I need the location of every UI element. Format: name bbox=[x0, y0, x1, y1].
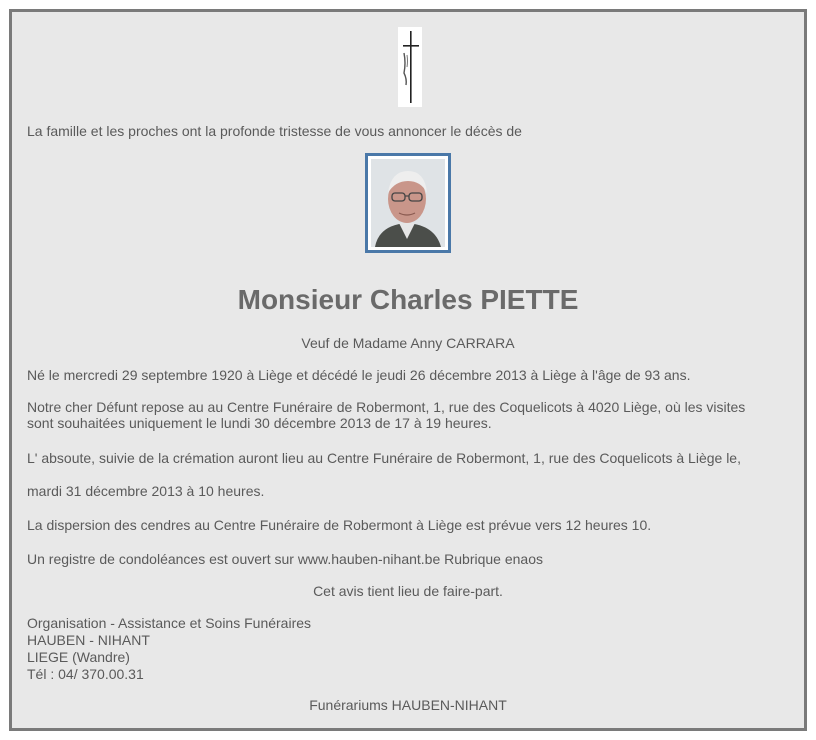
death-notice-card bbox=[9, 9, 807, 731]
portrait-photo bbox=[365, 153, 451, 253]
footer-text: Funérariums HAUBEN-NIHANT bbox=[309, 697, 507, 713]
spouse-text: Veuf de Madame Anny CARRARA bbox=[301, 335, 515, 351]
funeral-home-name: HAUBEN - NIHANT bbox=[27, 632, 150, 648]
deceased-name: Monsieur Charles PIETTE bbox=[237, 284, 579, 315]
dispersion-text: La dispersion des cendres au Centre Funéraire de Robermont à Liège est prévue vers 12 heures 10. bbox=[27, 517, 652, 533]
organisation-line: Organisation - Assistance et Soins Funéraires bbox=[27, 615, 312, 631]
funeral-home-phone: Tél : 04/ 370.00.31 bbox=[27, 666, 144, 682]
faire-part-text: Cet avis tient lieu de faire-part. bbox=[313, 583, 503, 599]
repose-text-line2: sont souhaitées uniquement le lundi 30 décembre 2013 de 17 à 19 heures. bbox=[27, 415, 492, 431]
absoute-text: L' absoute, suivie de la crémation auront lieu au Centre Funéraire de Robermont, 1, rue des Coquelicots à Liège le, bbox=[27, 450, 741, 466]
cross-icon bbox=[398, 27, 422, 107]
repose-text-line1: Notre cher Défunt repose au au Centre Funéraire de Robermont, 1, rue des Coquelicots à 4020 Liège, où les visites bbox=[27, 399, 746, 415]
absoute-date-text: mardi 31 décembre 2013 à 10 heures. bbox=[27, 483, 265, 499]
funeral-home-location: LIEGE (Wandre) bbox=[27, 649, 130, 665]
registry-text: Un registre de condoléances est ouvert sur www.hauben-nihant.be Rubrique enaos bbox=[27, 551, 543, 567]
birth-death-text: Né le mercredi 29 septembre 1920 à Liège et décédé le jeudi 26 décembre 2013 à Liège à l'âge de 93 ans. bbox=[27, 367, 691, 383]
intro-text: La famille et les proches ont la profonde tristesse de vous annoncer le décès de bbox=[27, 123, 522, 139]
notice-content bbox=[12, 12, 804, 728]
